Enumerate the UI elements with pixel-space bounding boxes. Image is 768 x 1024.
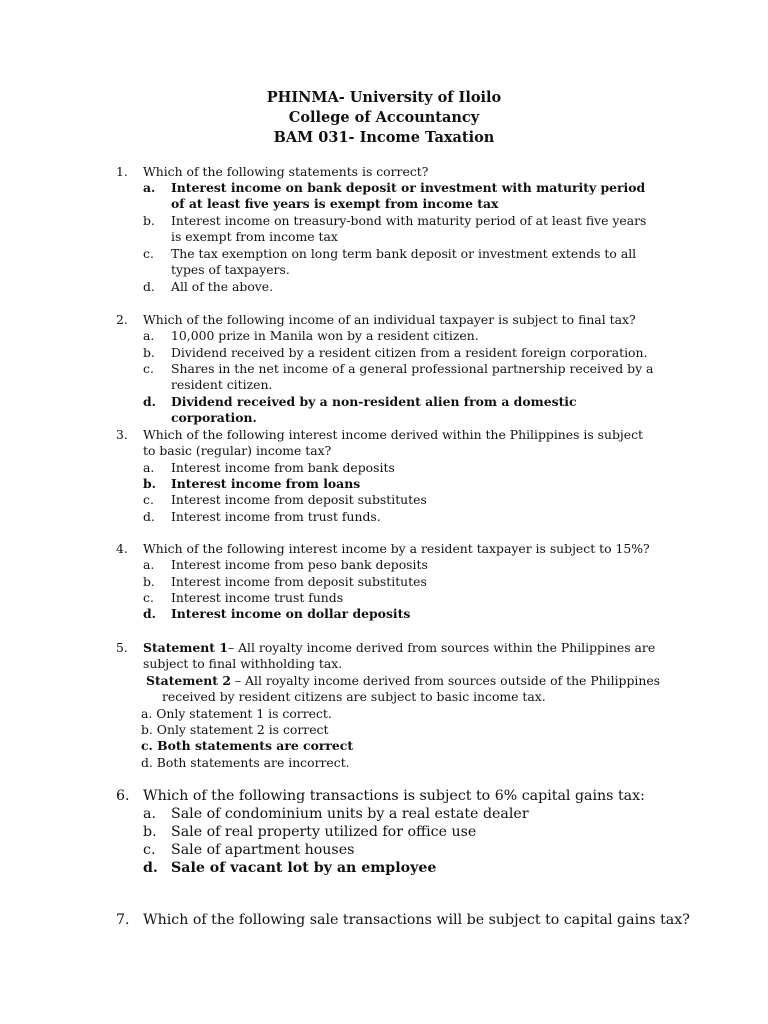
option-letter: b. <box>143 476 156 491</box>
option-letter: a. <box>143 180 156 195</box>
statement-2-label: Statement 2 <box>146 673 231 688</box>
option-c <box>143 361 658 394</box>
option-text: Interest income from deposit substitutes <box>171 574 427 589</box>
option-text: Interest income from loans <box>171 476 361 491</box>
option-a <box>143 557 658 573</box>
option-text: Dividend received by a non-resident alien from a domestic corporation. <box>171 394 577 426</box>
college-name: College of Accountancy <box>288 109 480 126</box>
option-c: c. Both statements are correct <box>141 738 354 753</box>
option-a <box>143 805 658 823</box>
option-text: Interest income from bank deposits <box>171 460 395 475</box>
question-number: 1. <box>116 164 128 179</box>
option-letter: a. <box>143 806 156 822</box>
option-d <box>143 606 658 622</box>
option-text: The tax exemption on long term bank deposit or investment extends to all types of taxpayers. <box>171 246 637 278</box>
option-c <box>143 492 658 508</box>
option-text: Sale of vacant lot by an employee <box>171 860 437 876</box>
question-text: Which of the following sale transactions will be subject to capital gains tax? <box>143 912 690 928</box>
option-letter: c. <box>143 246 154 261</box>
option-b <box>143 213 658 246</box>
statement-1 <box>143 640 658 673</box>
option-letter: b. <box>143 345 155 360</box>
option-letter: a. <box>143 557 155 572</box>
option-letter: c. <box>143 492 154 507</box>
option-letter: d. <box>143 606 156 621</box>
question-number: 2. <box>116 312 128 327</box>
course-title: BAM 031- Income Taxation <box>273 129 495 146</box>
school-name: PHINMA- University of Iloilo <box>266 89 502 106</box>
question-number: 7. <box>116 912 130 928</box>
option-b <box>143 345 658 361</box>
option-text: Interest income from deposit substitutes <box>171 492 427 507</box>
option-letter: d. <box>143 860 158 876</box>
question-text: Which of the following transactions is subject to 6% capital gains tax: <box>143 788 645 804</box>
option-letter: b. <box>143 824 157 840</box>
option-b <box>143 476 658 492</box>
option-text: Interest income from peso bank deposits <box>171 557 428 572</box>
option-c <box>143 590 658 606</box>
option-text: Sale of real property utilized for office use <box>171 824 477 840</box>
option-d <box>143 859 658 877</box>
option-letter: d. <box>143 394 156 409</box>
option-text: Interest income on bank deposit or investment with maturity period of at least five years is exempt from income tax <box>171 180 646 212</box>
option-letter: a. <box>143 328 155 343</box>
question-number: 5. <box>116 640 128 655</box>
statement-2-text: – All royalty income derived from sources outside of the Philippines <box>230 673 661 688</box>
option-letter: b. <box>143 213 155 228</box>
option-text: Interest income trust funds <box>171 590 344 605</box>
option-d <box>143 509 658 525</box>
option-a <box>143 460 658 476</box>
option-text: 10,000 prize in Manila won by a resident citizen. <box>171 328 479 343</box>
question-text: Which of the following income of an individual taxpayer is subject to final tax? <box>143 312 636 327</box>
question-text: Which of the following interest income derived within the Philippines is subject to basic (regular) income tax? <box>143 427 644 459</box>
option-text: Shares in the net income of a general professional partnership received by a resident citizen. <box>171 361 654 393</box>
question-text: Which of the following statements is correct? <box>143 164 429 179</box>
statement-1-text: – All royalty income derived from sources within the Philippines are subject to final withholding tax. <box>143 640 656 672</box>
option-d <box>143 279 658 295</box>
option-letter: c. <box>143 361 154 376</box>
option-letter: b. <box>143 574 155 589</box>
option-a: a. Only statement 1 is correct. <box>141 706 332 721</box>
option-letter: c. <box>143 842 156 858</box>
option-d: d. Both statements are incorrect. <box>141 755 350 770</box>
option-letter: c. <box>143 590 154 605</box>
option-text: Interest income from trust funds. <box>171 509 381 524</box>
statement-2-continued: received by resident citizens are subject to basic income tax. <box>162 689 546 704</box>
option-b: b. Only statement 2 is correct <box>141 722 329 737</box>
question-number: 3. <box>116 427 128 442</box>
option-text: All of the above. <box>171 279 274 294</box>
question-number: 4. <box>116 541 128 556</box>
statement-2 <box>146 673 666 689</box>
option-a <box>143 180 658 213</box>
option-text: Sale of apartment houses <box>171 842 355 858</box>
question-text: Which of the following interest income by a resident taxpayer is subject to 15%? <box>143 541 650 556</box>
option-a <box>143 328 658 344</box>
option-letter: d. <box>143 509 155 524</box>
option-c <box>143 246 658 279</box>
option-c <box>143 841 658 859</box>
option-b <box>143 823 658 841</box>
question-number: 6. <box>116 788 130 804</box>
statement-1-label: Statement 1 <box>143 640 228 655</box>
option-letter: d. <box>143 279 155 294</box>
option-text: Dividend received by a resident citizen from a resident foreign corporation. <box>171 345 648 360</box>
option-d <box>143 394 658 427</box>
option-b <box>143 574 658 590</box>
option-letter: a. <box>143 460 155 475</box>
option-text: Sale of condominium units by a real estate dealer <box>171 806 529 822</box>
option-text: Interest income on treasury-bond with maturity period of at least five years is exempt from income tax <box>171 213 647 245</box>
option-text: Interest income on dollar deposits <box>171 606 411 621</box>
